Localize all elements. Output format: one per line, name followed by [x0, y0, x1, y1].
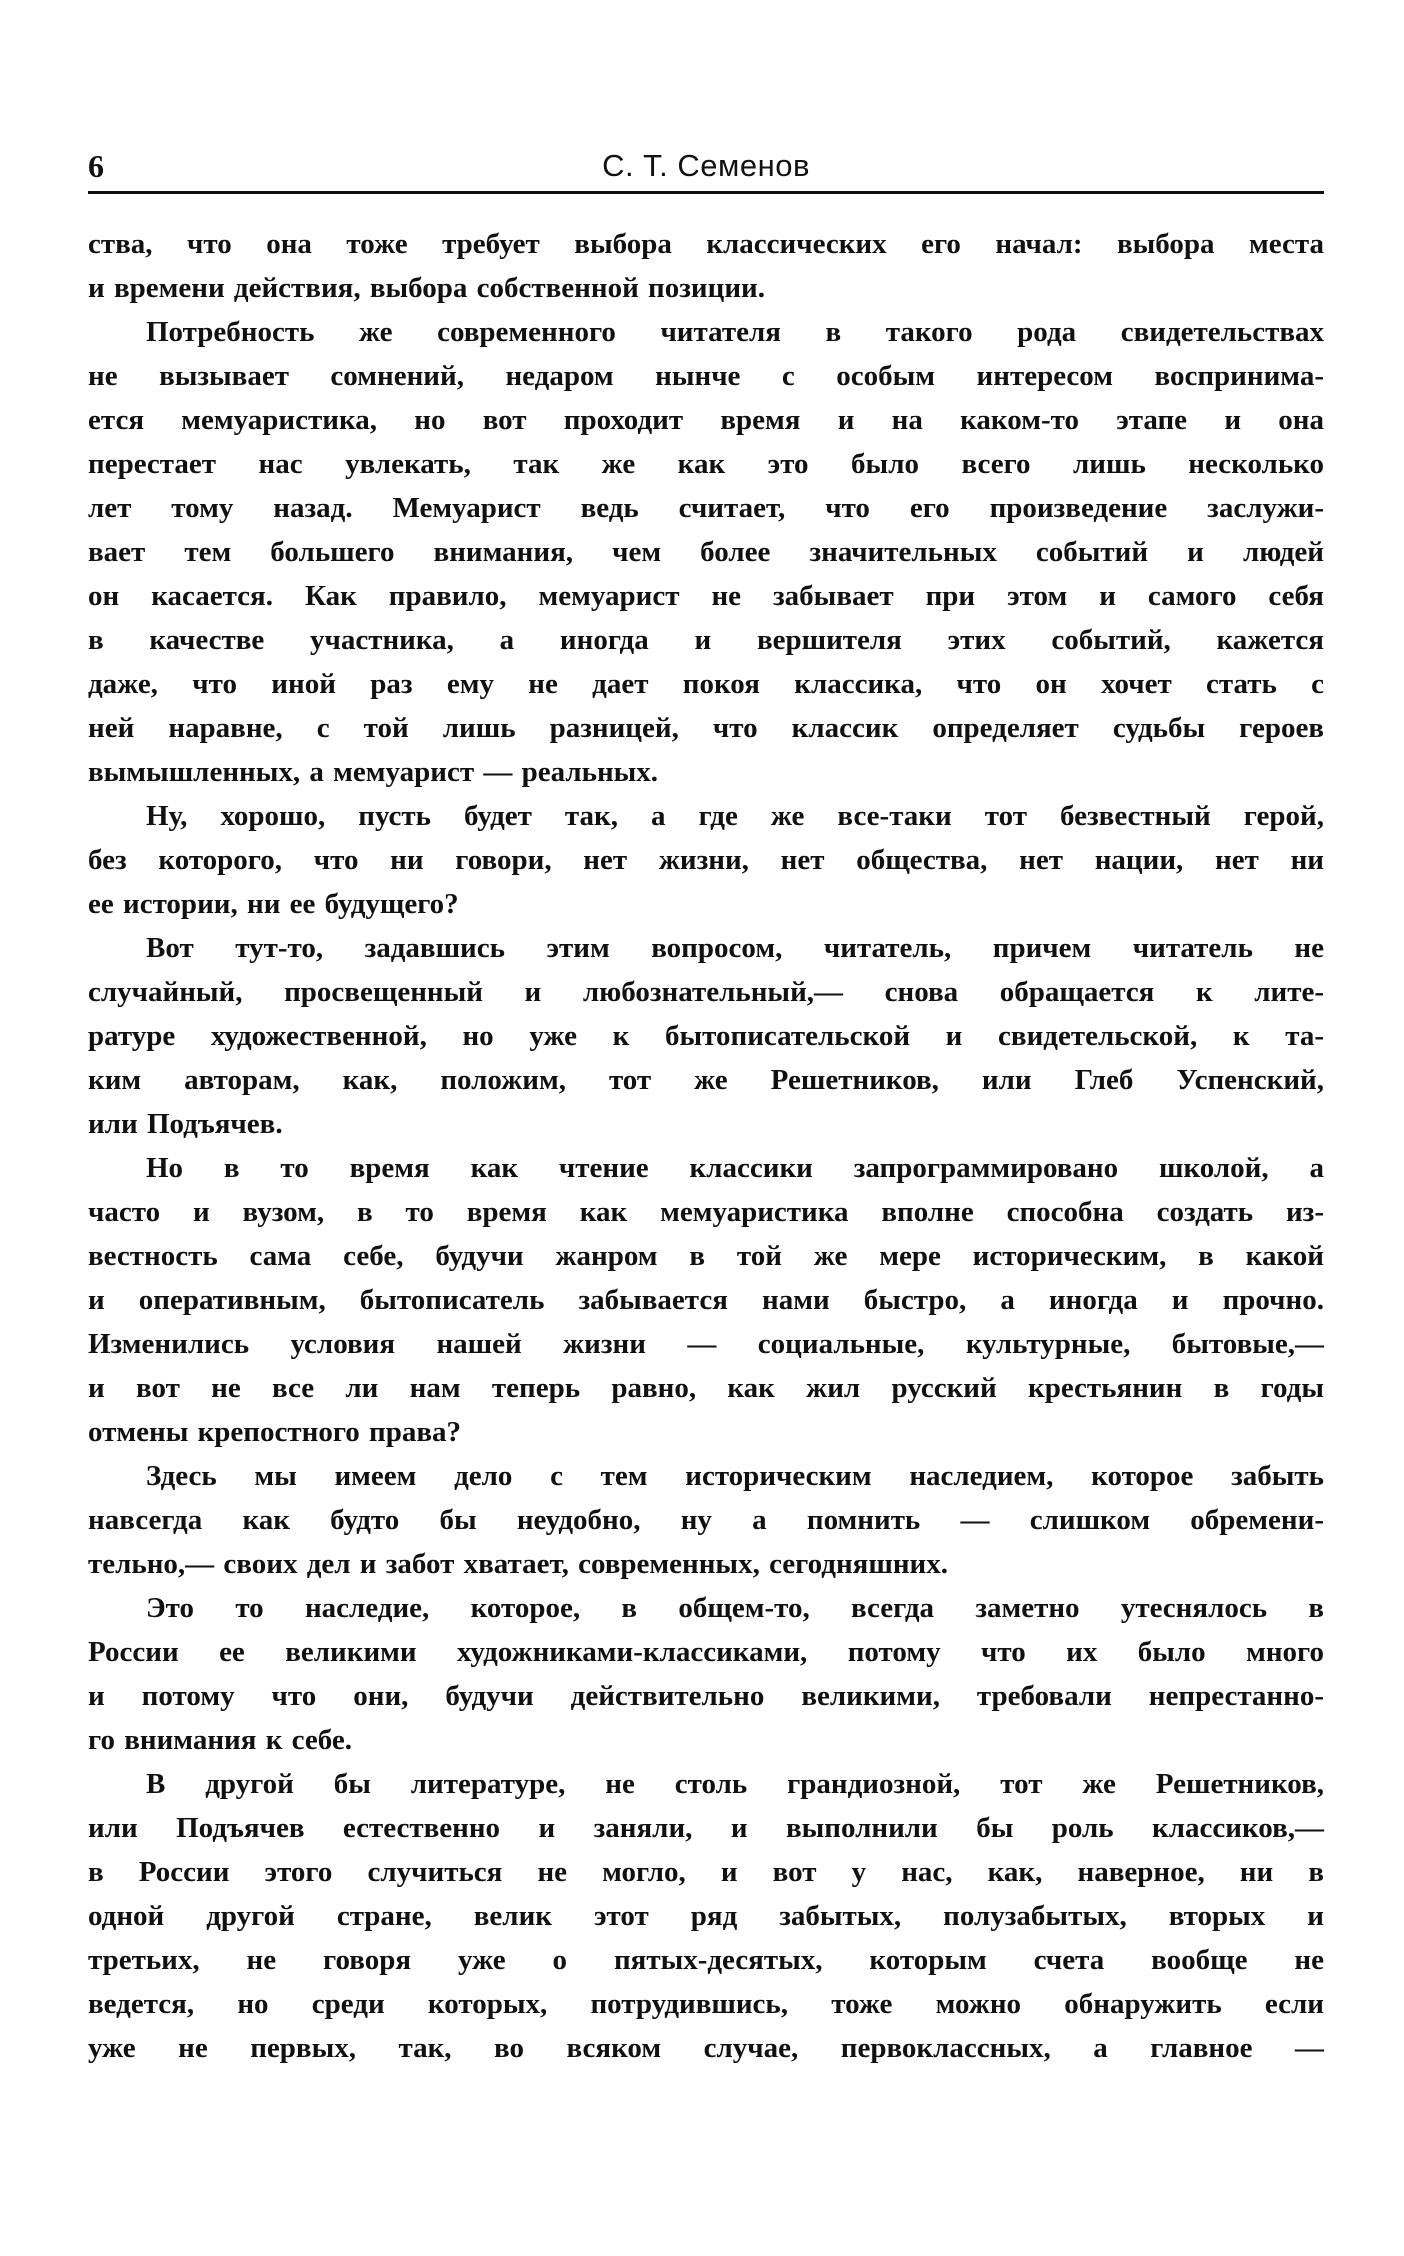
text-line: случайный, просвещенный и любознательный,— снова обращается к лите-	[88, 976, 1324, 1008]
text-line: В другой бы литературе, не столь грандиозной, тот же Решетников,	[146, 1768, 1324, 1800]
text-line: уже не первых, так, во всяком случае, первоклассных, а главное —	[88, 2032, 1324, 2064]
text-line: ее истории, ни ее будущего?	[88, 888, 459, 920]
text-line: ратуре художественной, но уже к бытописательской и свидетельской, к та-	[88, 1020, 1324, 1052]
text-line: часто и вузом, в то время как мемуаристика вполне способна создать из-	[88, 1196, 1324, 1228]
text-line: и вот не все ли нам теперь равно, как жил русский крестьянин в годы	[88, 1372, 1324, 1404]
header-rule	[88, 191, 1324, 194]
text-line: даже, что иной раз ему не дает покоя классика, что он хочет стать с	[88, 668, 1324, 700]
text-line: перестает нас увлекать, так же как это было всего лишь несколько	[88, 448, 1324, 480]
text-line: ней наравне, с той лишь разницей, что классик определяет судьбы героев	[88, 712, 1324, 744]
text-line: отмены крепостного права?	[88, 1416, 462, 1448]
text-line: Потребность же современного читателя в такого рода свидетельствах	[146, 316, 1324, 348]
text-line: Здесь мы имеем дело с тем историческим наследием, которое забыть	[146, 1460, 1324, 1492]
text-line: одной другой стране, велик этот ряд забытых, полузабытых, вторых и	[88, 1900, 1324, 1932]
text-line: Но в то время как чтение классики запрограммировано школой, а	[146, 1152, 1324, 1184]
text-line: в России этого случиться не могло, и вот у нас, как, наверное, ни в	[88, 1856, 1324, 1888]
text-line: он касается. Как правило, мемуарист не забывает при этом и самого себя	[88, 580, 1324, 612]
page-header	[88, 148, 1324, 192]
text-line: го внимания к себе.	[88, 1724, 352, 1756]
text-line: не вызывает сомнений, недаром нынче с особым интересом воспринима-	[88, 360, 1324, 392]
text-line: и оперативным, бытописатель забывается нами быстро, а иногда и прочно.	[88, 1284, 1324, 1316]
text-line: или Подъячев.	[88, 1108, 283, 1140]
text-line: или Подъячев естественно и заняли, и выполнили бы роль классиков,—	[88, 1812, 1324, 1844]
text-line: в качестве участника, а иногда и вершителя этих событий, кажется	[88, 624, 1324, 656]
text-line: ства, что она тоже требует выбора классических его начал: выбора места	[88, 228, 1324, 260]
text-line: России ее великими художниками-классиками, потому что их было много	[88, 1636, 1324, 1668]
text-line: вымышленных, а мемуарист — реальных.	[88, 756, 659, 788]
text-line: третьих, не говоря уже о пятых-десятых, которым счета вообще не	[88, 1944, 1324, 1976]
text-line: ется мемуаристика, но вот проходит время и на каком-то этапе и она	[88, 404, 1324, 436]
page-number: 6	[88, 148, 104, 184]
text-line: навсегда как будто бы неудобно, ну а помнить — слишком обремени-	[88, 1504, 1324, 1536]
text-line: и потому что они, будучи действительно великими, требовали непрестанно-	[88, 1680, 1324, 1712]
text-line: и времени действия, выбора собственной позиции.	[88, 272, 765, 304]
text-line: ким авторам, как, положим, тот же Решетников, или Глеб Успенский,	[88, 1064, 1324, 1096]
text-line: вестность сама себе, будучи жанром в той же мере историческим, в какой	[88, 1240, 1324, 1272]
running-title: С. Т. Семенов	[602, 148, 810, 183]
text-line: тельно,— своих дел и забот хватает, современных, сегодняшних.	[88, 1548, 948, 1580]
text-line: вает тем большего внимания, чем более значительных событий и людей	[88, 536, 1324, 568]
text-line: Это то наследие, которое, в общем-то, всегда заметно утеснялось в	[146, 1592, 1324, 1624]
text-line: лет тому назад. Мемуарист ведь считает, что его произведение заслужи-	[88, 492, 1324, 524]
text-line: Вот тут-то, задавшись этим вопросом, читатель, причем читатель не	[146, 932, 1324, 964]
text-line: без которого, что ни говори, нет жизни, нет общества, нет нации, нет ни	[88, 844, 1324, 876]
text-line: Ну, хорошо, пусть будет так, а где же все-таки тот безвестный герой,	[146, 800, 1324, 832]
text-line: Изменились условия нашей жизни — социальные, культурные, бытовые,—	[88, 1328, 1324, 1360]
body-text	[88, 222, 1324, 2070]
text-line: ведется, но среди которых, потрудившись, тоже можно обнаружить если	[88, 1988, 1324, 2020]
